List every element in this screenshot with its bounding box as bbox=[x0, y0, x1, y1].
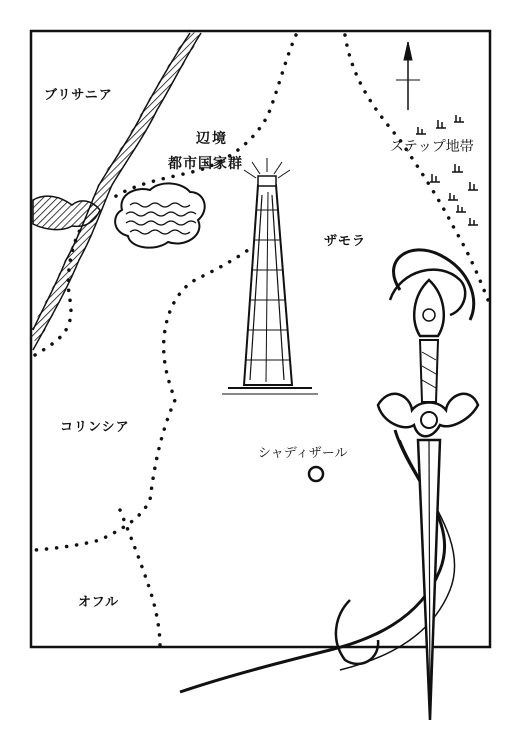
region-label-brisania: ブリサニア bbox=[44, 88, 113, 103]
region-label-henkyo: 辺境 bbox=[196, 131, 228, 147]
cloud-lake bbox=[115, 183, 205, 247]
region-label-corinthia: コリンシア bbox=[60, 420, 130, 435]
shadizar-marker bbox=[309, 467, 323, 481]
region-label-zamora: ザモラ bbox=[324, 234, 367, 249]
city-label-shadizar: シャディザール bbox=[258, 446, 348, 461]
region-label-steppe: ステップ地帯 bbox=[390, 139, 474, 155]
region-label-city-states: 都市国家群 bbox=[168, 156, 243, 172]
region-label-ofuru: オフル bbox=[78, 595, 120, 610]
